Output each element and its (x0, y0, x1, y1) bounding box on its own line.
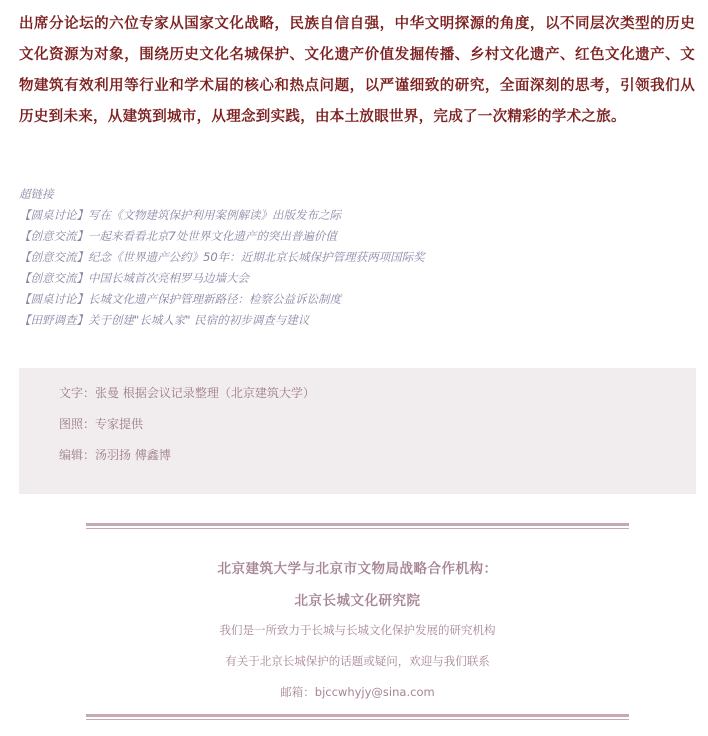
credit-photo: 图照：专家提供 (59, 417, 144, 431)
org-description: 我们是一所致力于长城与长城文化保护发展的研究机构 (219, 623, 496, 637)
hyperlink-item[interactable]: 【圆桌讨论】写在《文物建筑保护利用案例解读》出版发布之际 (19, 208, 341, 222)
hyperlinks-heading: 超链接 (19, 187, 54, 201)
bottom-divider (86, 714, 629, 720)
org-email: 邮箱：bjccwhyjy@sina.com (280, 685, 435, 699)
hyperlinks-section (19, 184, 695, 331)
hyperlink-item[interactable]: 【创意交流】中国长城首次亮相罗马边墙大会 (19, 271, 249, 285)
org-title-line2: 北京长城文化研究院 (294, 593, 421, 609)
hyperlink-item[interactable]: 【圆桌讨论】长城文化遗产保护管理新路径：检察公益诉讼制度 (19, 292, 341, 306)
org-contact-note: 有关于北京长城保护的话题或疑问，欢迎与我们联系 (225, 654, 490, 668)
credit-editor: 编辑：汤羽扬 傅鑫博 (59, 448, 171, 462)
intro-paragraph: 出席分论坛的六位专家从国家文化战略，民族自信自强，中华文明探源的角度，以不同层次类型的历史文化资源为对象，围绕历史文化名城保护、文化遗产价值发掘传播、乡村文化遗产、红色文化遗产、文物建筑有效利用等行业和学术届的核心和热点问题，以严谨细致的研究，全面深刻的思考，引领我们从历史到未来，从建筑到城市，从理念到实践，由本土放眼世界，完成了一次精彩的学术之旅。 (19, 16, 695, 125)
hyperlink-item[interactable]: 【创意交流】一起来看看北京7处世界文化遗产的突出普遍价值 (19, 229, 337, 243)
hyperlink-item[interactable]: 【田野调查】关于创建"长城人家" 民宿的初步调查与建议 (19, 313, 310, 327)
org-title-line1: 北京建筑大学与北京市文物局战略合作机构： (217, 561, 498, 577)
top-divider (86, 523, 629, 529)
credits-box (19, 368, 696, 494)
hyperlink-item[interactable]: 【创意交流】纪念《世界遗产公约》50年：近期北京长城保护管理获两项国际奖 (19, 250, 425, 264)
credit-text-author: 文字：张曼 根据会议记录整理（北京建筑大学） (59, 386, 315, 400)
